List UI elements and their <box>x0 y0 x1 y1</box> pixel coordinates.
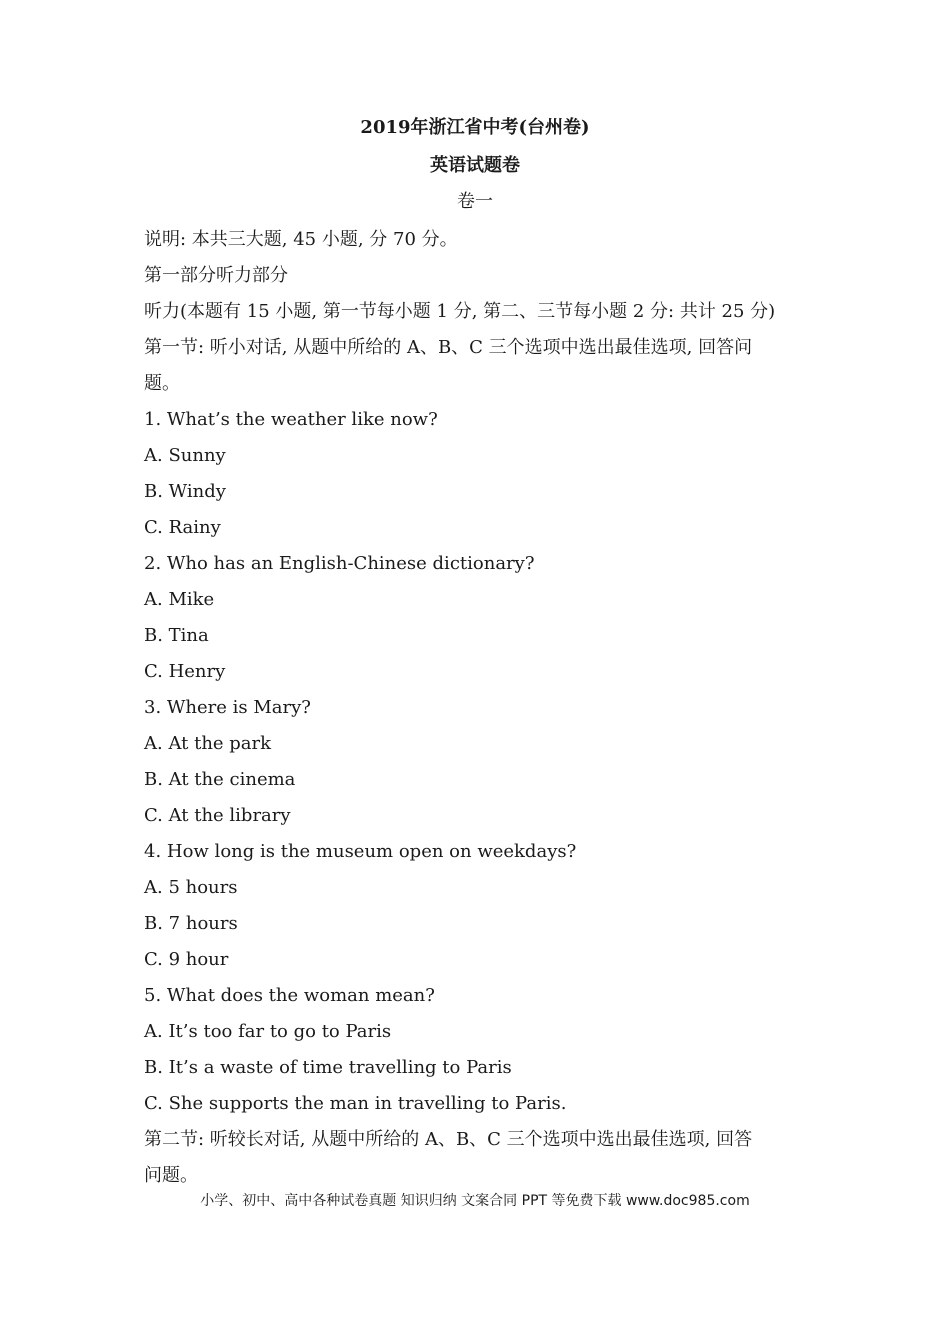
section-one-instructions: 第一节: 听小对话, 从题中所给的 A、B、C 三个选项中选出最佳选项, 回答问 <box>144 337 753 358</box>
question-2-option-a: A. Mike <box>144 589 215 610</box>
page-title: 2019年浙江省中考(台州卷) <box>360 117 590 138</box>
question-1-option-b: B. Windy <box>144 481 226 502</box>
question-1: 1. What’s the weather like now? <box>144 409 438 430</box>
question-3-option-a: A. At the park <box>144 733 272 754</box>
question-4-option-b: B. 7 hours <box>144 913 238 934</box>
question-4-option-c: C. 9 hour <box>144 949 229 970</box>
instructions-line: 说明: 本共三大题, 45 小题, 分 70 分。 <box>144 229 458 250</box>
question-1-option-c: C. Rainy <box>144 517 221 538</box>
question-2: 2. Who has an English-Chinese dictionary? <box>144 553 535 574</box>
question-3-option-b: B. At the cinema <box>144 769 296 790</box>
question-5-option-a: A. It’s too far to go to Paris <box>144 1021 392 1042</box>
question-5: 5. What does the woman mean? <box>144 985 435 1006</box>
page-subtitle: 英语试题卷 <box>430 155 520 176</box>
section-one-instructions-cont: 题。 <box>144 373 180 394</box>
listening-instructions: 听力(本题有 15 小题, 第一节每小题 1 分, 第二、三节每小题 2 分: 共计 25 分) <box>144 301 776 322</box>
document-body <box>144 222 814 1194</box>
question-1-option-a: A. Sunny <box>144 445 226 466</box>
section-heading: 卷一 <box>457 191 493 212</box>
question-5-option-b: B. It’s a waste of time travelling to Paris <box>144 1057 512 1078</box>
question-3-option-c: C. At the library <box>144 805 291 826</box>
question-2-option-b: B. Tina <box>144 625 209 646</box>
question-4-option-a: A. 5 hours <box>144 877 238 898</box>
page-footer[interactable]: 小学、初中、高中各种试卷真题 知识归纳 文案合同 PPT 等免费下载 www.doc985.com <box>200 1193 750 1209</box>
question-4: 4. How long is the museum open on weekdays? <box>144 841 577 862</box>
part-heading: 第一部分听力部分 <box>144 265 288 286</box>
section-two-instructions: 第二节: 听较长对话, 从题中所给的 A、B、C 三个选项中选出最佳选项, 回答 <box>144 1129 753 1150</box>
question-3: 3. Where is Mary? <box>144 697 311 718</box>
question-5-option-c: C. She supports the man in travelling to Paris. <box>144 1093 567 1114</box>
question-2-option-c: C. Henry <box>144 661 226 682</box>
section-two-instructions-cont: 问题。 <box>144 1165 198 1186</box>
